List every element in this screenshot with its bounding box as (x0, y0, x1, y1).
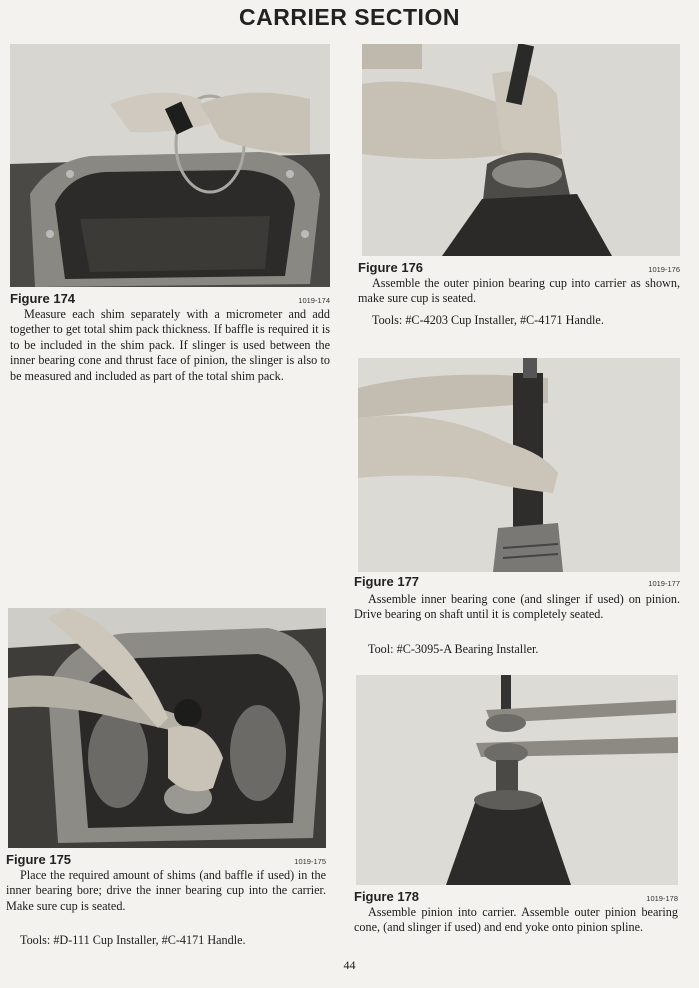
figure-176-header (358, 260, 680, 275)
figure-178-code: 1019-178 (646, 894, 678, 903)
figure-175-photo (8, 608, 326, 848)
page-number: 44 (343, 958, 356, 972)
figure-176-code: 1019-176 (648, 265, 680, 274)
figure-178-photo (356, 675, 678, 885)
figure-176-text (358, 276, 680, 307)
figure-174-label: Figure 174 (10, 291, 76, 306)
figure-177-label: Figure 177 (354, 574, 420, 589)
figure-178-header (354, 889, 678, 904)
figure-178-text (354, 905, 678, 936)
figure-174-header (10, 291, 330, 306)
page-title: CARRIER SECTION (239, 4, 460, 30)
figure-174-text (10, 307, 330, 384)
figure-175-tools: Tools: #D-111 Cup Installer, #C-4171 Handle. (20, 933, 246, 947)
figure-174-photo (10, 44, 330, 287)
figure-174-code: 1019-174 (298, 296, 330, 305)
figure-178-description: Assemble pinion into carrier. Assemble outer pinion bearing cone, (and slinger if used) and end yoke onto pinion spline. (354, 905, 678, 935)
figure-177-code: 1019-177 (648, 579, 680, 588)
figure-177-photo (358, 358, 680, 572)
figure-177-tools: Tool: #C-3095-A Bearing Installer. (368, 642, 539, 656)
figure-177-description: Assemble inner bearing cone (and slinger if used) on pinion. Drive bearing on shaft until it is completely seated. (354, 592, 680, 622)
figure-174-description: Measure each shim separately with a micrometer and add together to get total shim pack thickness. If baffle is required it is to be included in the shim pack. If slinger is used between the inner bearing cone and thrust face of pinion, the slinger is also to be measured and included as part of the total shim pack. (10, 307, 330, 383)
figure-175-description: Place the required amount of shims (and baffle if used) in the inner bearing bore; drive the inner bearing cup into the carrier. Make sure cup is seated. (6, 868, 326, 913)
figure-175-text (6, 868, 326, 914)
figure-176-photo (362, 44, 680, 256)
figure-176-tools: Tools: #C-4203 Cup Installer, #C-4171 Handle. (372, 313, 604, 327)
figure-177-header (354, 574, 680, 589)
figure-176-label: Figure 176 (358, 260, 424, 275)
figure-178-label: Figure 178 (354, 889, 420, 904)
figure-175-code: 1019-175 (294, 857, 326, 866)
figure-176-description: Assemble the outer pinion bearing cup into carrier as shown, make sure cup is seated. (358, 276, 680, 306)
figure-175-label: Figure 175 (6, 852, 72, 867)
figure-177-text (354, 592, 680, 623)
figure-175-header (6, 852, 326, 867)
